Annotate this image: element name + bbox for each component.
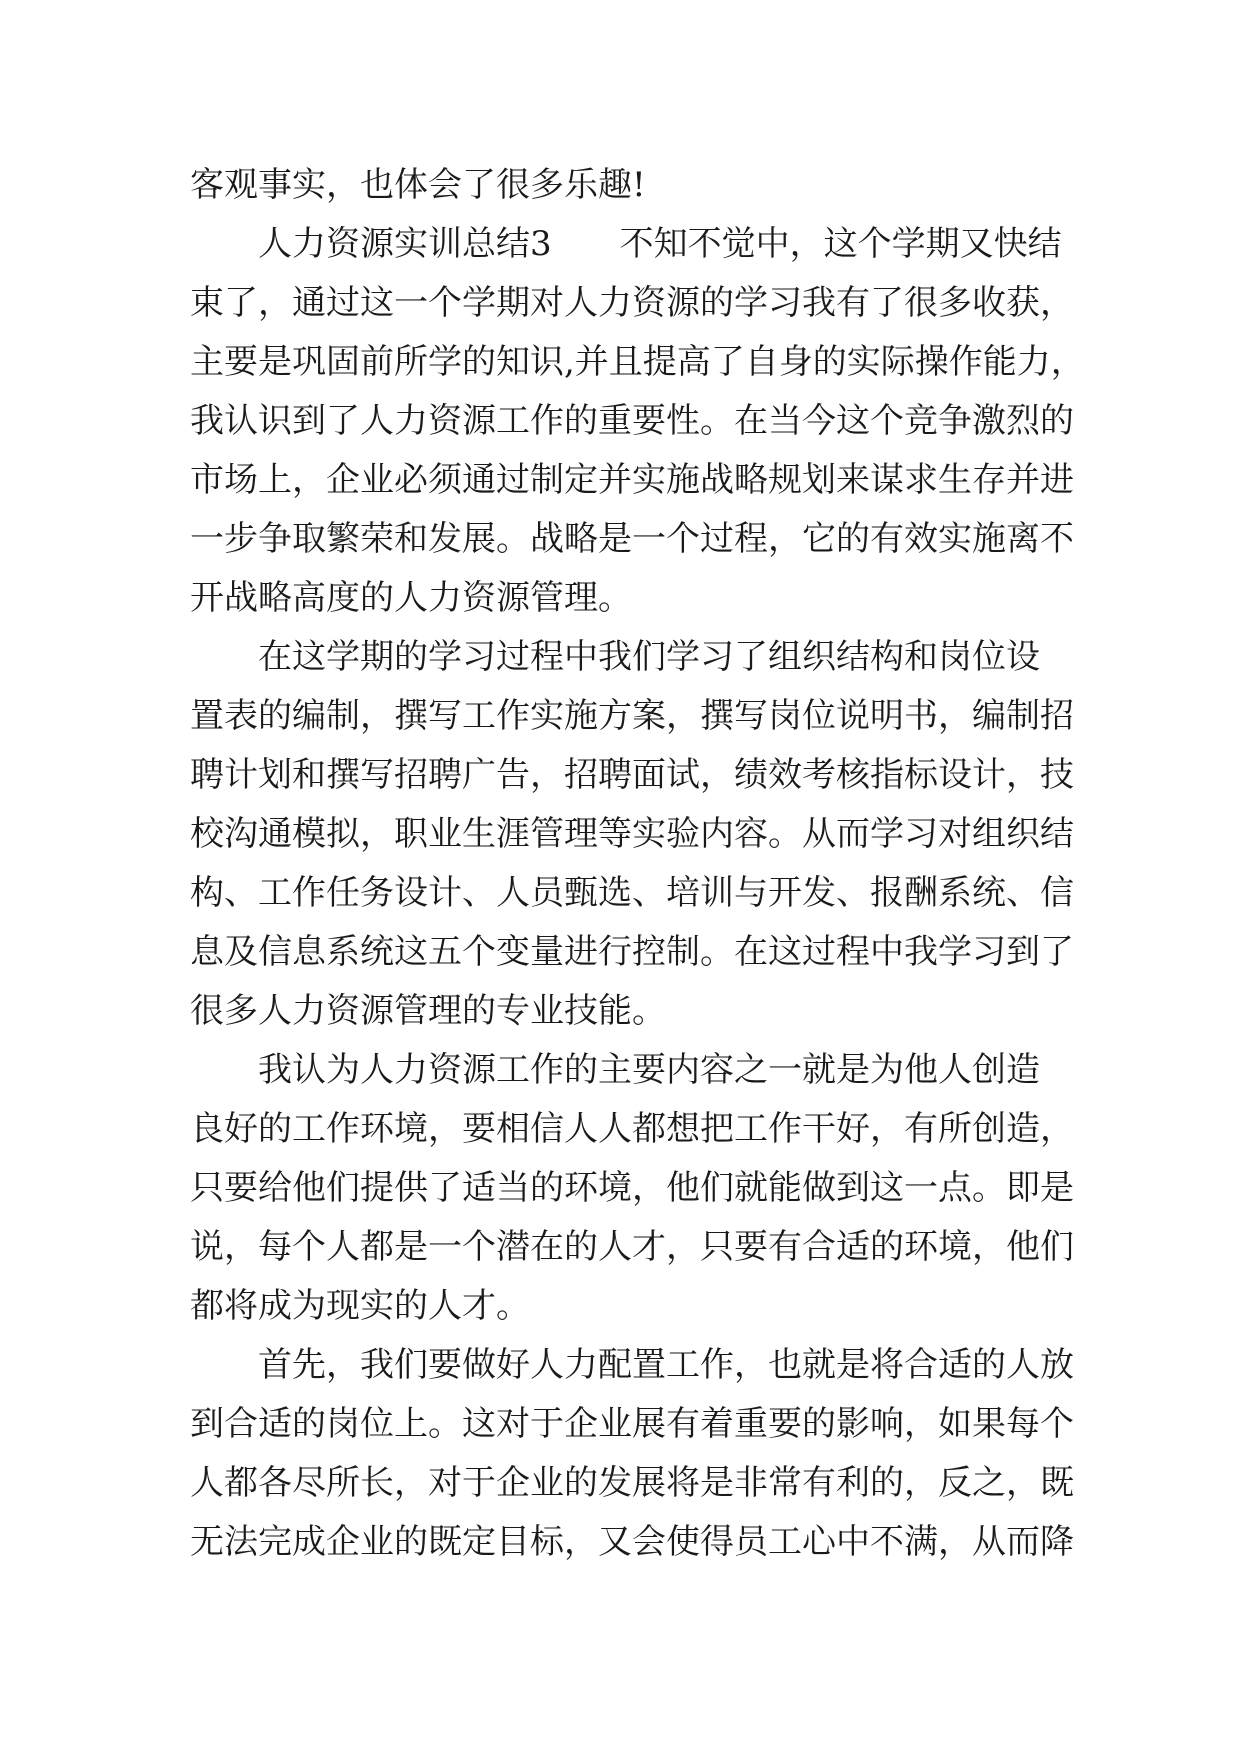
text-line: 一步争取繁荣和发展。战略是一个过程，它的有效实施离不 [190, 519, 1074, 559]
text-line: 到合适的岗位上。这对于企业展有着重要的影响，如果每个 [190, 1404, 1074, 1444]
text-line: 开战略高度的人力资源管理。 [190, 578, 632, 618]
text-line: 校沟通模拟，职业生涯管理等实验内容。从而学习对组织结 [190, 814, 1074, 854]
text-line: 置表的编制，撰写工作实施方案，撰写岗位说明书，编制招 [190, 696, 1074, 736]
text-line: 人都各尽所长，对于企业的发展将是非常有利的，反之，既 [190, 1463, 1074, 1503]
text-line: 首先，我们要做好人力配置工作，也就是将合适的人放 [190, 1345, 1074, 1385]
text-line: 主要是巩固前所学的知识,并且提高了自身的实际操作能力， [190, 342, 1085, 382]
text-line: 都将成为现实的人才。 [190, 1286, 530, 1326]
text-line: 市场上，企业必须通过制定并实施战略规划来谋求生存并进 [190, 460, 1074, 500]
text-line: 良好的工作环境，要相信人人都想把工作干好，有所创造， [190, 1109, 1074, 1149]
text-line: 我认识到了人力资源工作的重要性。在当今这个竞争激烈的 [190, 401, 1074, 441]
document-body [190, 156, 1090, 1572]
text-line: 无法完成企业的既定目标，又会使得员工心中不满，从而降 [190, 1522, 1074, 1562]
text-line: 聘计划和撰写招聘广告，招聘面试，绩效考核指标设计，技 [190, 755, 1074, 795]
text-line: 人力资源实训总结3 不知不觉中，这个学期又快结 [190, 224, 1062, 264]
text-line: 只要给他们提供了适当的环境，他们就能做到这一点。即是 [190, 1168, 1074, 1208]
text-line: 息及信息系统这五个变量进行控制。在这过程中我学习到了 [190, 932, 1074, 972]
text-line: 在这学期的学习过程中我们学习了组织结构和岗位设 [190, 637, 1040, 677]
text-line: 我认为人力资源工作的主要内容之一就是为他人创造 [190, 1050, 1040, 1090]
text-line: 很多人力资源管理的专业技能。 [190, 991, 666, 1031]
text-line: 客观事实，也体会了很多乐趣! [190, 165, 646, 205]
text-line: 说，每个人都是一个潜在的人才，只要有合适的环境，他们 [190, 1227, 1074, 1267]
text-line: 束了，通过这一个学期对人力资源的学习我有了很多收获， [190, 283, 1074, 323]
text-line: 构、工作任务设计、人员甄选、培训与开发、报酬系统、信 [190, 873, 1074, 913]
